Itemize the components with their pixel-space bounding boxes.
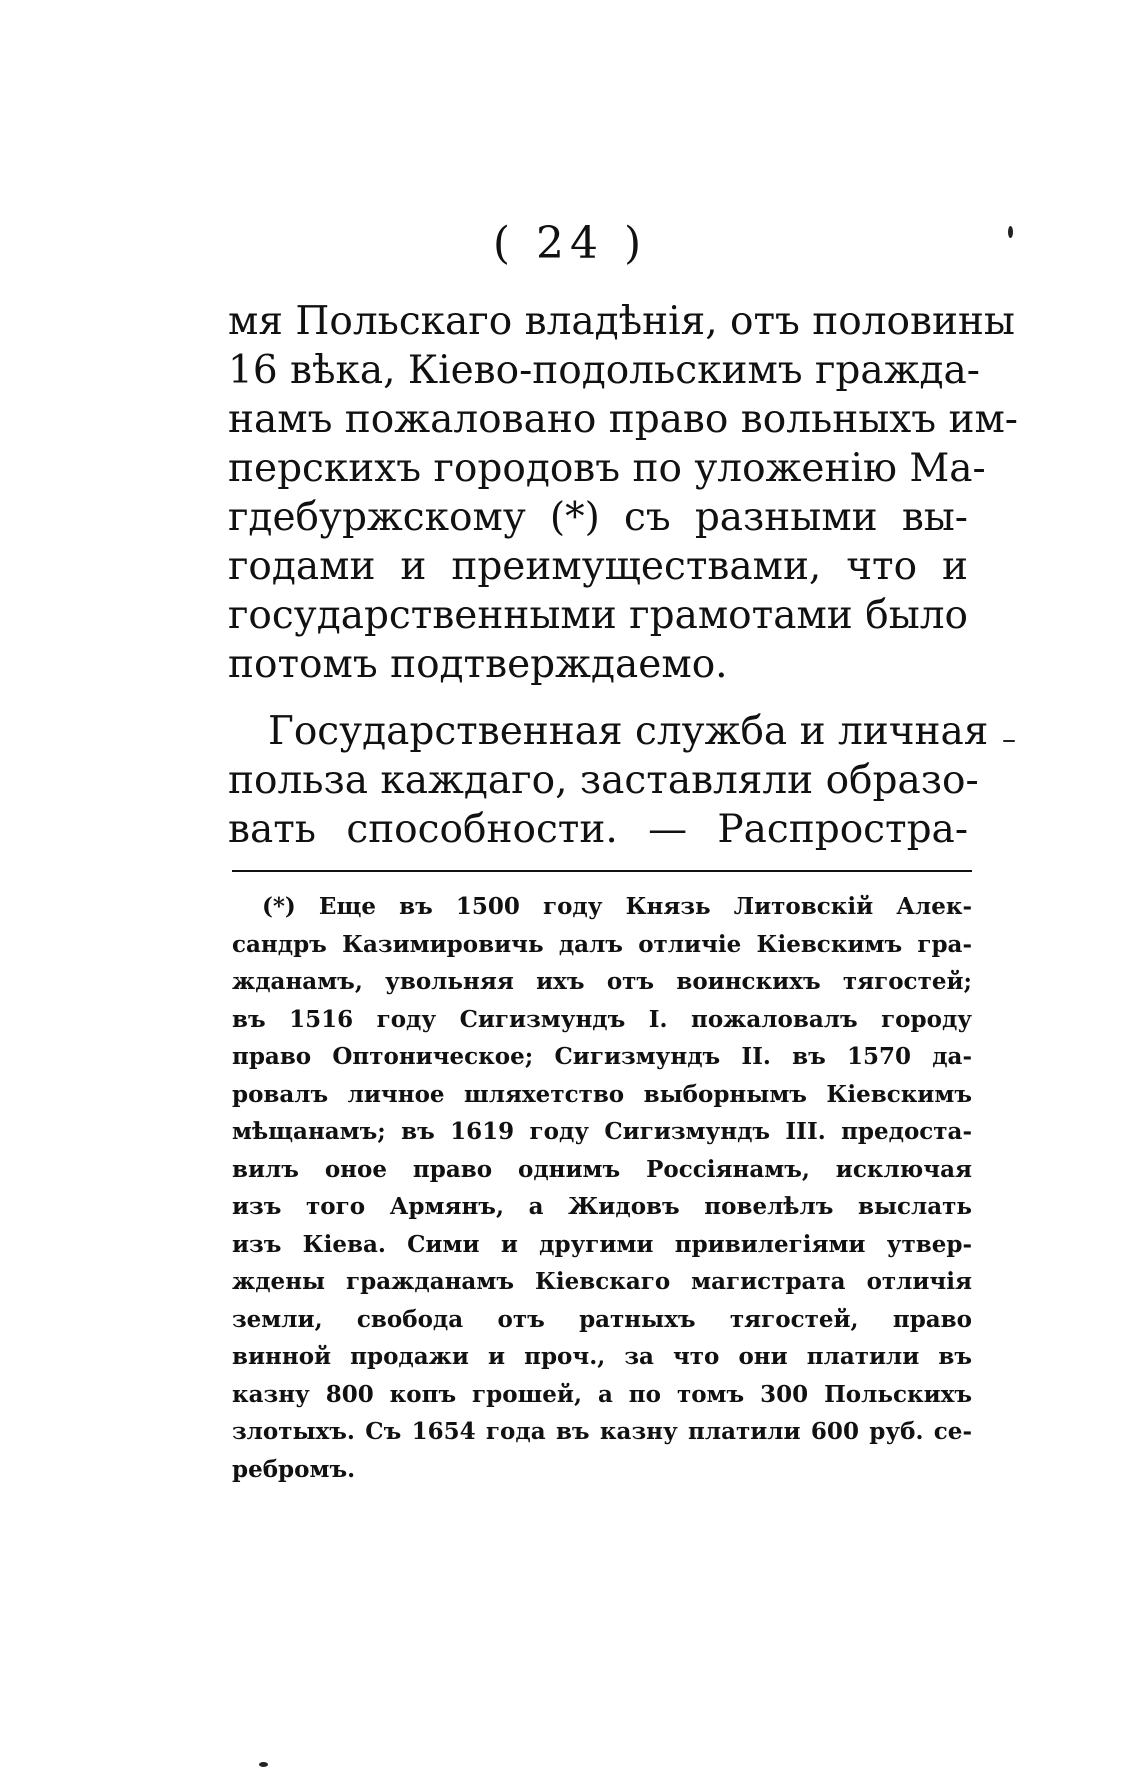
main-text [228,297,1018,854]
footnote-line: право Оптоническое; Сигизмундъ II. въ 1570 да- [232,1043,972,1070]
footnote-line: вилъ оное право однимъ Россіянамъ, исключая [232,1155,972,1183]
footnote-line: сандръ Казимировичь далъ отличіе Кіевскимъ гра- [232,930,972,958]
footnote-line: мѣщанамъ; въ 1619 году Сигизмундъ III. предоста- [232,1118,972,1145]
footnote [232,888,972,1488]
text-line: государственными грамотами было [228,593,968,638]
footnote-line: злотыхъ. Съ 1654 года въ казну платили 600 руб. се- [232,1418,972,1445]
footnote-line: ребромъ. [232,1455,356,1483]
footnote-line: изъ Кіева. Сими и другими привилегіями утвер- [232,1230,972,1258]
text-line: вать способности. — Распростра- [228,807,968,852]
footnote-line: ждены гражданамъ Кіевскаго магистрата отличія [232,1268,972,1295]
footnote-line: ровалъ личное шляхетство выборнымъ Кіевскимъ [232,1080,972,1108]
ink-speck [1008,226,1013,238]
footnote-divider [232,870,972,872]
footnote-line: (*) Еще въ 1500 году Князь Литовскій Алек- [262,893,972,920]
text-line: 16 вѣка, Кіево-подольскимъ гражда- [228,348,980,393]
text-line: перскихъ городовъ по уложенію Ма- [228,446,986,491]
footnote-line: изъ того Армянъ, а Жидовъ повелѣлъ выслать [232,1193,972,1220]
footnote-line: казну 800 копъ грошей, а по томъ 300 Польскихъ [232,1380,972,1408]
ink-speck [1003,740,1015,742]
footnote-line: жданамъ, увольняя ихъ отъ воинскихъ тягостей; [232,968,972,995]
page-number: ( 24 ) [492,218,648,269]
text-line: мя Польскаго владѣнія, отъ половины [228,299,1015,344]
footnote-line: въ 1516 году Сигизмундъ I. пожаловалъ городу [232,1005,972,1033]
text-line: потомъ подтверждаемо. [228,642,728,687]
ink-speck [259,1762,268,1767]
text-line: польза каждаго, заставляли образо- [228,758,979,803]
footnote-line: винной продажи и проч., за что они платили въ [232,1343,972,1370]
footnote-line: земли, свобода отъ ратныхъ тягостей, право [232,1305,972,1333]
text-line: гдебуржскому (*) съ разными вы- [228,495,968,540]
text-line: Государственная служба и личная [268,709,989,754]
text-line: намъ пожаловано право вольныхъ им- [228,397,1018,442]
text-line: годами и преимуществами, что и [228,544,968,589]
